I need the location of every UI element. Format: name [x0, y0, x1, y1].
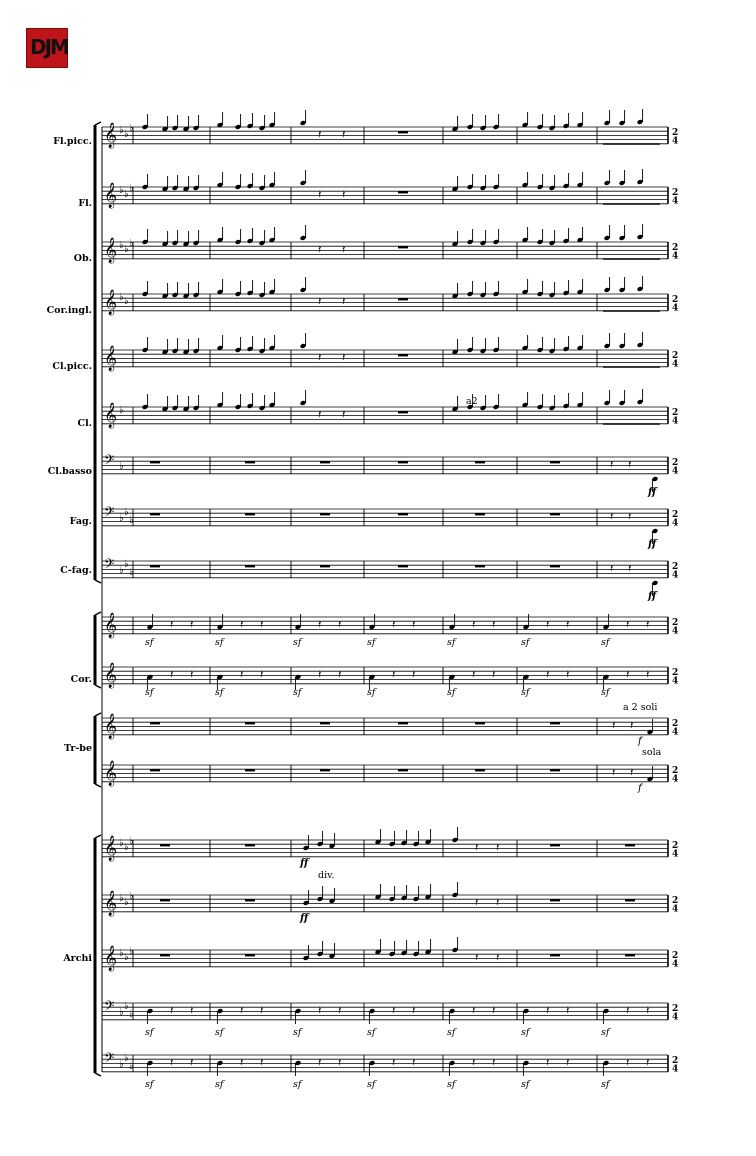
- quarter-rest-icon: 𝄽: [260, 668, 264, 681]
- dynamic-ff: ff: [648, 591, 657, 602]
- whole-rest-icon: [475, 722, 485, 724]
- time-signature-lower: 4: [672, 1012, 679, 1023]
- whole-rest-icon: [398, 131, 408, 133]
- label-tr-be: Tr-be: [63, 743, 92, 754]
- quarter-rest-icon: 𝄽: [630, 766, 634, 779]
- flat-icon: ♭: [129, 183, 134, 194]
- dynamic-sf: sf: [521, 637, 530, 648]
- quarter-rest-icon: 𝄽: [170, 668, 174, 681]
- whole-rest-icon: [245, 769, 255, 771]
- treble-clef-icon: 𝄞: [104, 123, 118, 148]
- dynamic-sf: sf: [447, 637, 456, 648]
- quarter-rest-icon: 𝄽: [342, 408, 346, 421]
- time-signature-lower: 4: [672, 904, 679, 915]
- quarter-rest-icon: 𝄽: [628, 562, 632, 575]
- flat-icon: ♭: [124, 559, 129, 570]
- whole-rest-icon: [475, 769, 485, 771]
- dynamic-sf: sf: [601, 1027, 610, 1038]
- bracket-cap: [95, 612, 101, 615]
- whole-rest-icon: [625, 954, 635, 956]
- whole-rest-icon: [398, 769, 408, 771]
- quarter-rest-icon: 𝄽: [492, 1056, 496, 1069]
- time-signature-upper: 2: [672, 243, 679, 253]
- quarter-rest-icon: 𝄽: [475, 951, 479, 964]
- time-signature-upper: 2: [672, 510, 679, 520]
- quarter-rest-icon: 𝄽: [170, 618, 174, 631]
- whole-rest-icon: [398, 298, 408, 300]
- treble-clef-icon: 𝄞: [104, 663, 118, 688]
- quarter-rest-icon: 𝄽: [626, 668, 630, 681]
- quarter-rest-icon: 𝄽: [190, 618, 194, 631]
- dynamic-sf: sf: [145, 1079, 154, 1090]
- bracket-cap: [95, 835, 101, 838]
- whole-rest-icon: [245, 461, 255, 463]
- quarter-rest-icon: 𝄽: [610, 562, 614, 575]
- quarter-rest-icon: 𝄽: [190, 1004, 194, 1017]
- logo-text: DJM: [30, 35, 68, 59]
- time-signature-lower: 4: [672, 416, 679, 427]
- quarter-rest-icon: 𝄽: [412, 668, 416, 681]
- dynamic-sf: sf: [447, 687, 456, 698]
- quarter-rest-icon: 𝄽: [342, 351, 346, 364]
- whole-rest-icon: [625, 844, 635, 846]
- treble-clef-icon: 𝄞: [104, 836, 118, 861]
- label-fl: Fl.: [78, 198, 92, 209]
- whole-rest-icon: [475, 565, 485, 567]
- dynamic-sf: sf: [601, 637, 610, 648]
- quarter-rest-icon: 𝄽: [546, 1056, 550, 1069]
- annotation-div: div.: [318, 870, 335, 881]
- quarter-rest-icon: 𝄽: [646, 668, 650, 681]
- time-signature-upper: 2: [672, 188, 679, 198]
- flat-icon: ♭: [119, 240, 124, 251]
- quarter-rest-icon: 𝄽: [566, 1056, 570, 1069]
- quarter-rest-icon: 𝄽: [338, 618, 342, 631]
- quarter-rest-icon: 𝄽: [318, 1004, 322, 1017]
- whole-rest-icon: [245, 513, 255, 515]
- quarter-rest-icon: 𝄽: [240, 1056, 244, 1069]
- quarter-rest-icon: 𝄽: [646, 1004, 650, 1017]
- flat-icon: ♭: [129, 238, 134, 249]
- time-signature-upper: 2: [672, 951, 679, 961]
- quarter-rest-icon: 𝄽: [342, 128, 346, 141]
- quarter-rest-icon: 𝄽: [338, 1056, 342, 1069]
- quarter-rest-icon: 𝄽: [630, 719, 634, 732]
- time-signature-lower: 4: [672, 849, 679, 860]
- dynamic-sf: sf: [215, 1027, 224, 1038]
- time-signature-lower: 4: [672, 359, 679, 370]
- dynamic-sf: sf: [521, 1027, 530, 1038]
- time-signature-lower: 4: [672, 626, 679, 637]
- quarter-rest-icon: 𝄽: [338, 1004, 342, 1017]
- quarter-rest-icon: 𝄽: [260, 1056, 264, 1069]
- label-cl-picc: Cl.picc.: [52, 361, 92, 372]
- whole-rest-icon: [245, 722, 255, 724]
- whole-rest-icon: [398, 722, 408, 724]
- quarter-rest-icon: 𝄽: [628, 458, 632, 471]
- quarter-rest-icon: 𝄽: [646, 1056, 650, 1069]
- label-fl-picc: Fl.picc.: [53, 136, 92, 147]
- treble-clef-icon: 𝄞: [104, 346, 118, 371]
- quarter-rest-icon: 𝄽: [412, 1004, 416, 1017]
- flat-icon: ♭: [129, 946, 134, 957]
- quarter-rest-icon: 𝄽: [472, 668, 476, 681]
- whole-rest-icon: [398, 411, 408, 413]
- time-signature-lower: 4: [672, 466, 679, 477]
- flat-icon: ♭: [124, 244, 129, 255]
- quarter-rest-icon: 𝄽: [240, 618, 244, 631]
- dynamic-ff: ff: [648, 487, 657, 498]
- flat-icon: ♭: [124, 842, 129, 853]
- label-archi: Archi: [63, 953, 92, 964]
- treble-clef-icon: 𝄞: [104, 613, 118, 638]
- quarter-rest-icon: 𝄽: [626, 618, 630, 631]
- quarter-rest-icon: 𝄽: [338, 668, 342, 681]
- flat-icon: ♭: [124, 129, 129, 140]
- whole-rest-icon: [550, 954, 560, 956]
- time-signature-upper: 2: [672, 408, 679, 418]
- whole-rest-icon: [550, 565, 560, 567]
- flat-icon: ♭: [129, 836, 134, 847]
- whole-rest-icon: [398, 354, 408, 356]
- time-signature-lower: 4: [672, 1064, 679, 1075]
- dynamic-sf: sf: [601, 1079, 610, 1090]
- dynamic-sf: sf: [367, 687, 376, 698]
- quarter-rest-icon: 𝄽: [190, 1056, 194, 1069]
- time-signature-upper: 2: [672, 458, 679, 468]
- quarter-rest-icon: 𝄽: [546, 618, 550, 631]
- quarter-rest-icon: 𝄽: [496, 841, 500, 854]
- whole-rest-icon: [398, 565, 408, 567]
- quarter-rest-icon: 𝄽: [342, 243, 346, 256]
- treble-clef-icon: 𝄞: [104, 183, 118, 208]
- quarter-rest-icon: 𝄽: [492, 668, 496, 681]
- bracket-cap: [95, 1073, 101, 1076]
- treble-clef-icon: 𝄞: [104, 290, 118, 315]
- quarter-rest-icon: 𝄽: [318, 243, 322, 256]
- quarter-rest-icon: 𝄽: [318, 351, 322, 364]
- time-signature-upper: 2: [672, 128, 679, 138]
- time-signature-upper: 2: [672, 562, 679, 572]
- quarter-rest-icon: 𝄽: [612, 766, 616, 779]
- quarter-rest-icon: 𝄽: [612, 719, 616, 732]
- quarter-rest-icon: 𝄽: [342, 188, 346, 201]
- quarter-rest-icon: 𝄽: [318, 1056, 322, 1069]
- dynamic-sf: sf: [367, 1079, 376, 1090]
- dynamic-f: f: [638, 736, 642, 747]
- bass-clef-icon: 𝄢: [104, 998, 115, 1017]
- label-fag: Fag.: [69, 516, 92, 527]
- time-signature-lower: 4: [672, 518, 679, 529]
- quarter-rest-icon: 𝄽: [496, 951, 500, 964]
- quarter-rest-icon: 𝄽: [475, 841, 479, 854]
- whole-rest-icon: [160, 899, 170, 901]
- flat-icon: ♭: [129, 515, 134, 526]
- whole-rest-icon: [320, 565, 330, 567]
- quarter-rest-icon: 𝄽: [472, 1056, 476, 1069]
- treble-clef-icon: 𝄞: [104, 238, 118, 263]
- quarter-rest-icon: 𝄽: [472, 618, 476, 631]
- quarter-rest-icon: 𝄽: [240, 668, 244, 681]
- flat-icon: ♭: [119, 565, 124, 576]
- bass-clef-icon: 𝄢: [104, 1050, 115, 1069]
- whole-rest-icon: [160, 954, 170, 956]
- label-cor: Cor.: [70, 674, 92, 685]
- dynamic-sf: sf: [293, 637, 302, 648]
- quarter-rest-icon: 𝄽: [626, 1004, 630, 1017]
- time-signature-lower: 4: [672, 774, 679, 785]
- treble-clef-icon: 𝄞: [104, 946, 118, 971]
- quarter-rest-icon: 𝄽: [412, 1056, 416, 1069]
- quarter-rest-icon: 𝄽: [392, 1056, 396, 1069]
- dynamic-sf: sf: [293, 1027, 302, 1038]
- time-signature-upper: 2: [672, 719, 679, 729]
- bracket-cap: [95, 580, 101, 583]
- annotation-a2-soli: a 2 soli: [623, 702, 658, 713]
- treble-clef-icon: 𝄞: [104, 891, 118, 916]
- flat-icon: ♭: [129, 891, 134, 902]
- whole-rest-icon: [150, 769, 160, 771]
- flat-icon: ♭: [124, 897, 129, 908]
- quarter-rest-icon: 𝄽: [546, 668, 550, 681]
- whole-rest-icon: [245, 844, 255, 846]
- quarter-rest-icon: 𝄽: [475, 896, 479, 909]
- flat-icon: ♭: [119, 461, 124, 472]
- flat-icon: ♭: [119, 948, 124, 959]
- time-signature-lower: 4: [672, 136, 679, 147]
- dynamic-sf: sf: [601, 687, 610, 698]
- whole-rest-icon: [320, 513, 330, 515]
- flat-icon: ♭: [124, 1001, 129, 1012]
- whole-rest-icon: [398, 461, 408, 463]
- quarter-rest-icon: 𝄽: [318, 128, 322, 141]
- dynamic-sf: sf: [367, 1027, 376, 1038]
- bass-clef-icon: 𝄢: [104, 504, 115, 523]
- flat-icon: ♭: [119, 125, 124, 136]
- whole-rest-icon: [245, 954, 255, 956]
- dynamic-sf: sf: [367, 637, 376, 648]
- flat-icon: ♭: [124, 189, 129, 200]
- dynamic-sf: sf: [145, 1027, 154, 1038]
- flat-icon: ♭: [119, 405, 124, 416]
- whole-rest-icon: [398, 246, 408, 248]
- whole-rest-icon: [550, 722, 560, 724]
- bracket-cap: [95, 685, 101, 688]
- label-cl-basso: Cl.basso: [47, 466, 92, 477]
- whole-rest-icon: [550, 461, 560, 463]
- time-signature-upper: 2: [672, 1004, 679, 1014]
- whole-rest-icon: [475, 513, 485, 515]
- quarter-rest-icon: 𝄽: [170, 1056, 174, 1069]
- quarter-rest-icon: 𝄽: [392, 668, 396, 681]
- flat-icon: ♭: [129, 123, 134, 134]
- bracket-cap: [95, 784, 101, 787]
- quarter-rest-icon: 𝄽: [566, 1004, 570, 1017]
- bass-clef-icon: 𝄢: [104, 452, 115, 471]
- dynamic-ff: ff: [648, 539, 657, 550]
- dynamic-sf: sf: [447, 1079, 456, 1090]
- dynamic-sf: sf: [215, 1079, 224, 1090]
- time-signature-upper: 2: [672, 841, 679, 851]
- bass-clef-icon: 𝄢: [104, 556, 115, 575]
- quarter-rest-icon: 𝄽: [492, 1004, 496, 1017]
- dynamic-f: f: [638, 783, 642, 794]
- time-signature-lower: 4: [672, 959, 679, 970]
- flat-icon: ♭: [129, 1009, 134, 1020]
- dynamic-ff: ff: [300, 858, 309, 869]
- quarter-rest-icon: 𝄽: [472, 1004, 476, 1017]
- flat-icon: ♭: [119, 1007, 124, 1018]
- time-signature-upper: 2: [672, 351, 679, 361]
- time-signature-upper: 2: [672, 896, 679, 906]
- quarter-rest-icon: 𝄽: [260, 618, 264, 631]
- treble-clef-icon: 𝄞: [104, 761, 118, 786]
- flat-icon: ♭: [119, 513, 124, 524]
- quarter-rest-icon: 𝄽: [646, 618, 650, 631]
- annotation-sola: sola: [642, 747, 662, 758]
- flat-icon: ♭: [124, 507, 129, 518]
- flat-icon: ♭: [124, 1053, 129, 1064]
- whole-rest-icon: [150, 513, 160, 515]
- quarter-rest-icon: 𝄽: [318, 408, 322, 421]
- dynamic-sf: sf: [521, 687, 530, 698]
- time-signature-upper: 2: [672, 618, 679, 628]
- quarter-rest-icon: 𝄽: [626, 1056, 630, 1069]
- whole-rest-icon: [245, 899, 255, 901]
- dynamic-sf: sf: [215, 687, 224, 698]
- flat-icon: ♭: [119, 838, 124, 849]
- time-signature-lower: 4: [672, 727, 679, 738]
- whole-rest-icon: [550, 899, 560, 901]
- dynamic-sf: sf: [145, 687, 154, 698]
- quarter-rest-icon: 𝄽: [496, 896, 500, 909]
- dynamic-sf: sf: [521, 1079, 530, 1090]
- quarter-rest-icon: 𝄽: [628, 510, 632, 523]
- flat-icon: ♭: [119, 1059, 124, 1070]
- label-cl: Cl.: [77, 418, 92, 429]
- flat-icon: ♭: [119, 185, 124, 196]
- quarter-rest-icon: 𝄽: [318, 618, 322, 631]
- quarter-rest-icon: 𝄽: [492, 618, 496, 631]
- quarter-rest-icon: 𝄽: [318, 188, 322, 201]
- quarter-rest-icon: 𝄽: [392, 1004, 396, 1017]
- quarter-rest-icon: 𝄽: [610, 510, 614, 523]
- quarter-rest-icon: 𝄽: [392, 618, 396, 631]
- flat-icon: ♭: [119, 292, 124, 303]
- treble-clef-icon: 𝄞: [104, 714, 118, 739]
- quarter-rest-icon: 𝄽: [260, 1004, 264, 1017]
- flat-icon: ♭: [124, 952, 129, 963]
- dynamic-ff: ff: [300, 913, 309, 924]
- dynamic-sf: sf: [447, 1027, 456, 1038]
- bracket-cap: [95, 713, 101, 716]
- quarter-rest-icon: 𝄽: [566, 618, 570, 631]
- whole-rest-icon: [398, 191, 408, 193]
- time-signature-lower: 4: [672, 251, 679, 262]
- whole-rest-icon: [150, 722, 160, 724]
- quarter-rest-icon: 𝄽: [190, 668, 194, 681]
- label-ob: Ob.: [73, 253, 92, 264]
- quarter-rest-icon: 𝄽: [318, 295, 322, 308]
- quarter-rest-icon: 𝄽: [240, 1004, 244, 1017]
- flat-icon: ♭: [124, 296, 129, 307]
- dynamic-sf: sf: [145, 637, 154, 648]
- whole-rest-icon: [475, 461, 485, 463]
- label-c-fag: C-fag.: [60, 565, 92, 576]
- time-signature-upper: 2: [672, 668, 679, 678]
- whole-rest-icon: [550, 844, 560, 846]
- dynamic-sf: sf: [293, 1079, 302, 1090]
- quarter-rest-icon: 𝄽: [170, 1004, 174, 1017]
- dynamic-sf: sf: [215, 637, 224, 648]
- bracket-cap: [95, 122, 101, 125]
- dynamic-sf: sf: [293, 687, 302, 698]
- time-signature-lower: 4: [672, 196, 679, 207]
- annotation-a2: a2: [466, 396, 478, 407]
- whole-rest-icon: [320, 461, 330, 463]
- whole-rest-icon: [160, 844, 170, 846]
- whole-rest-icon: [320, 722, 330, 724]
- label-cor-ingl: Cor.ingl.: [46, 305, 92, 316]
- quarter-rest-icon: 𝄽: [412, 618, 416, 631]
- whole-rest-icon: [625, 899, 635, 901]
- treble-clef-icon: 𝄞: [104, 403, 118, 428]
- time-signature-lower: 4: [672, 570, 679, 581]
- whole-rest-icon: [150, 565, 160, 567]
- time-signature-lower: 4: [672, 676, 679, 687]
- quarter-rest-icon: 𝄽: [610, 458, 614, 471]
- time-signature-upper: 2: [672, 295, 679, 305]
- whole-rest-icon: [245, 565, 255, 567]
- time-signature-upper: 2: [672, 766, 679, 776]
- whole-rest-icon: [398, 513, 408, 515]
- flat-icon: ♭: [119, 893, 124, 904]
- quarter-rest-icon: 𝄽: [546, 1004, 550, 1017]
- whole-rest-icon: [320, 769, 330, 771]
- quarter-rest-icon: 𝄽: [566, 668, 570, 681]
- whole-rest-icon: [150, 461, 160, 463]
- quarter-rest-icon: 𝄽: [318, 668, 322, 681]
- flat-icon: ♭: [129, 567, 134, 578]
- flat-icon: ♭: [129, 1061, 134, 1072]
- whole-rest-icon: [550, 513, 560, 515]
- time-signature-lower: 4: [672, 303, 679, 314]
- quarter-rest-icon: 𝄽: [342, 295, 346, 308]
- whole-rest-icon: [550, 769, 560, 771]
- time-signature-upper: 2: [672, 1056, 679, 1066]
